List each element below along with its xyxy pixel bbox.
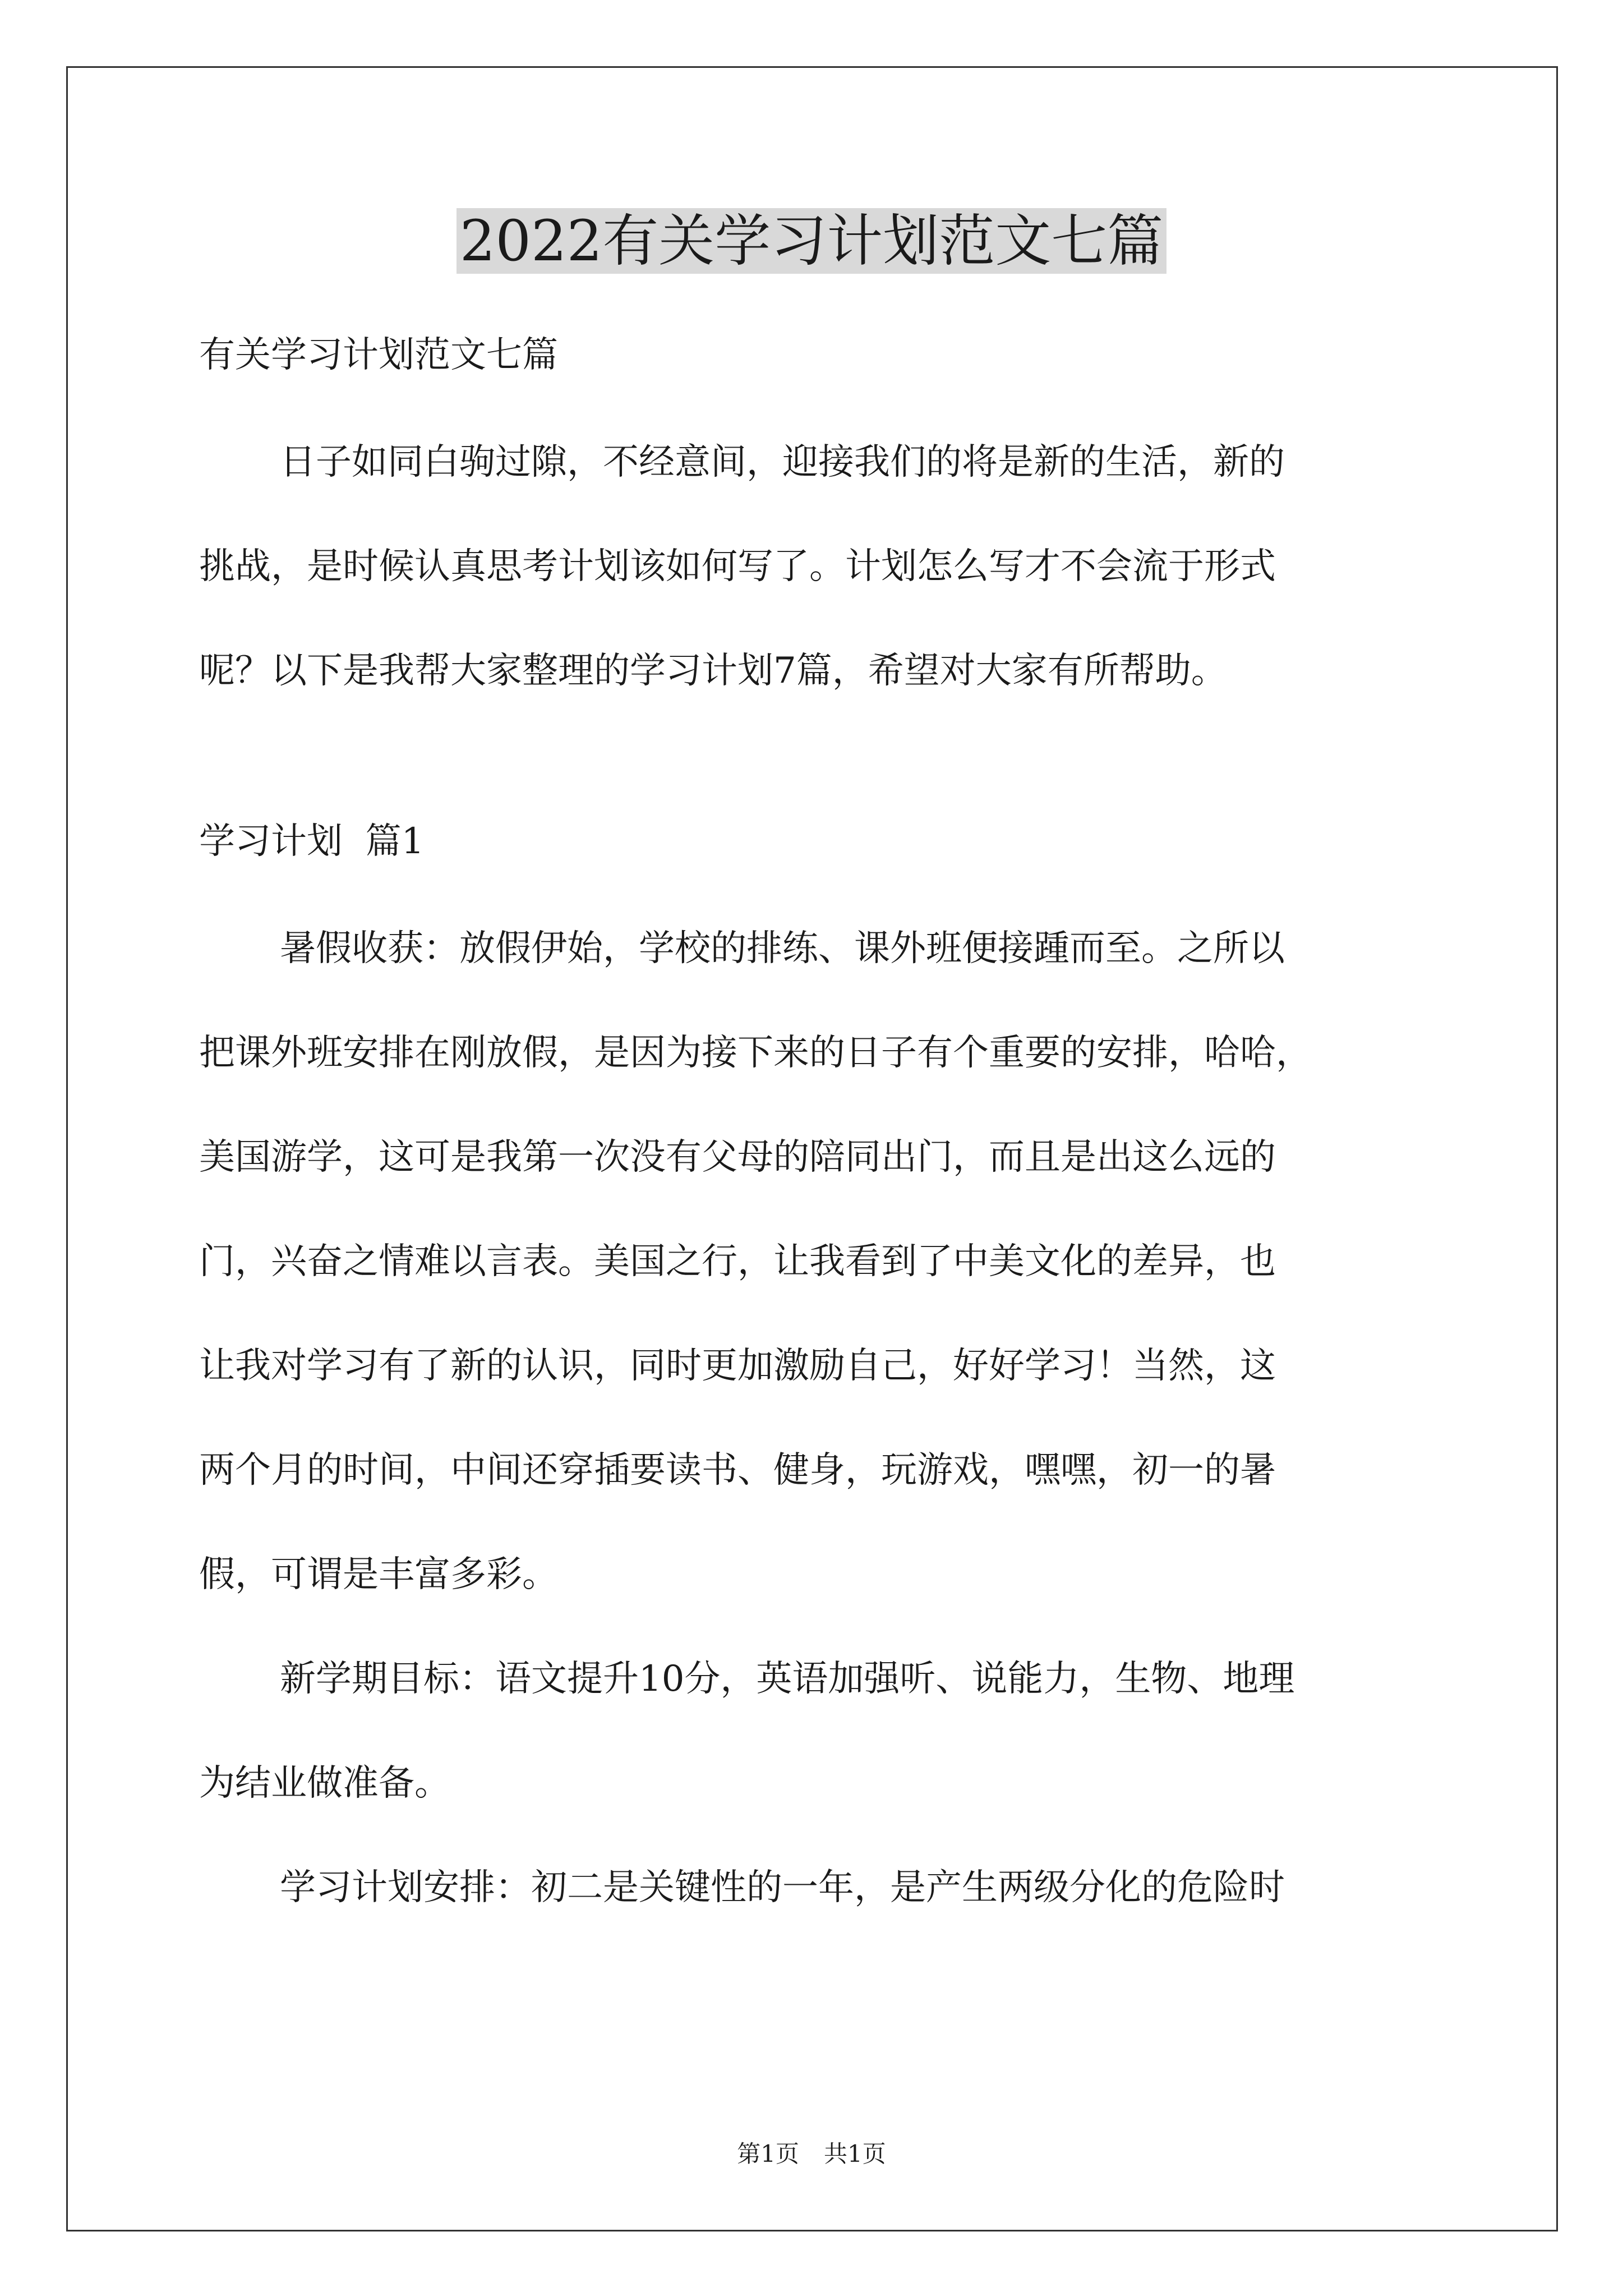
paragraph-line: 让我对学习有了新的认识，同时更加激励自己，好好学习！当然，这 bbox=[199, 1345, 1276, 1387]
paragraph-line: 假，可谓是丰富多彩。 bbox=[199, 1554, 558, 1595]
paragraph-line: 为结业做准备。 bbox=[199, 1763, 450, 1804]
paragraph-line: 新学期目标：语文提升10分，英语加强听、说能力，生物、地理 bbox=[280, 1658, 1295, 1700]
intro-line: 呢？以下是我帮大家整理的学习计划7篇，希望对大家有所帮助。 bbox=[199, 650, 1227, 692]
paragraph-line: 把课外班安排在刚放假，是因为接下来的日子有个重要的安排，哈哈， bbox=[199, 1032, 1312, 1074]
document-title bbox=[0, 202, 1623, 280]
paragraph-new-semester-goals bbox=[199, 1627, 1433, 1835]
paragraph-line: 门，兴奋之情难以言表。美国之行，让我看到了中美文化的差异，也 bbox=[199, 1241, 1276, 1282]
intro-line: 挑战，是时候认真思考计划该如何写了。计划怎么写才不会流于形式 bbox=[199, 546, 1276, 587]
document-title-text: 2022有关学习计划范文七篇 bbox=[457, 208, 1167, 274]
paragraph-line: 美国游学，这可是我第一次没有父母的陪同出门，而且是出这么远的 bbox=[199, 1137, 1276, 1178]
paragraph-line: 暑假收获：放假伊始，学校的排练、课外班便接踵而至。之所以 bbox=[280, 928, 1285, 969]
paragraph-summer-harvest bbox=[199, 896, 1433, 1627]
section-heading: 学习计划 篇1 bbox=[199, 821, 425, 862]
page-total: 共1页 bbox=[824, 2140, 886, 2168]
paragraph-line: 两个月的时间，中间还穿插要读书、健身，玩游戏，嘿嘿，初一的暑 bbox=[199, 1450, 1276, 1491]
paragraph-study-plan bbox=[199, 1835, 1433, 1940]
paragraph-line: 学习计划安排：初二是关键性的一年，是产生两级分化的危险时 bbox=[280, 1867, 1285, 1908]
document-body bbox=[199, 303, 1433, 1940]
intro-line: 日子如同白驹过隙，不经意间，迎接我们的将是新的生活，新的 bbox=[280, 441, 1285, 483]
intro-paragraph bbox=[199, 410, 1433, 723]
document-subtitle: 有关学习计划范文七篇 bbox=[199, 334, 558, 376]
page-number: 第1页 bbox=[737, 2140, 799, 2168]
page-footer bbox=[0, 2137, 1623, 2171]
